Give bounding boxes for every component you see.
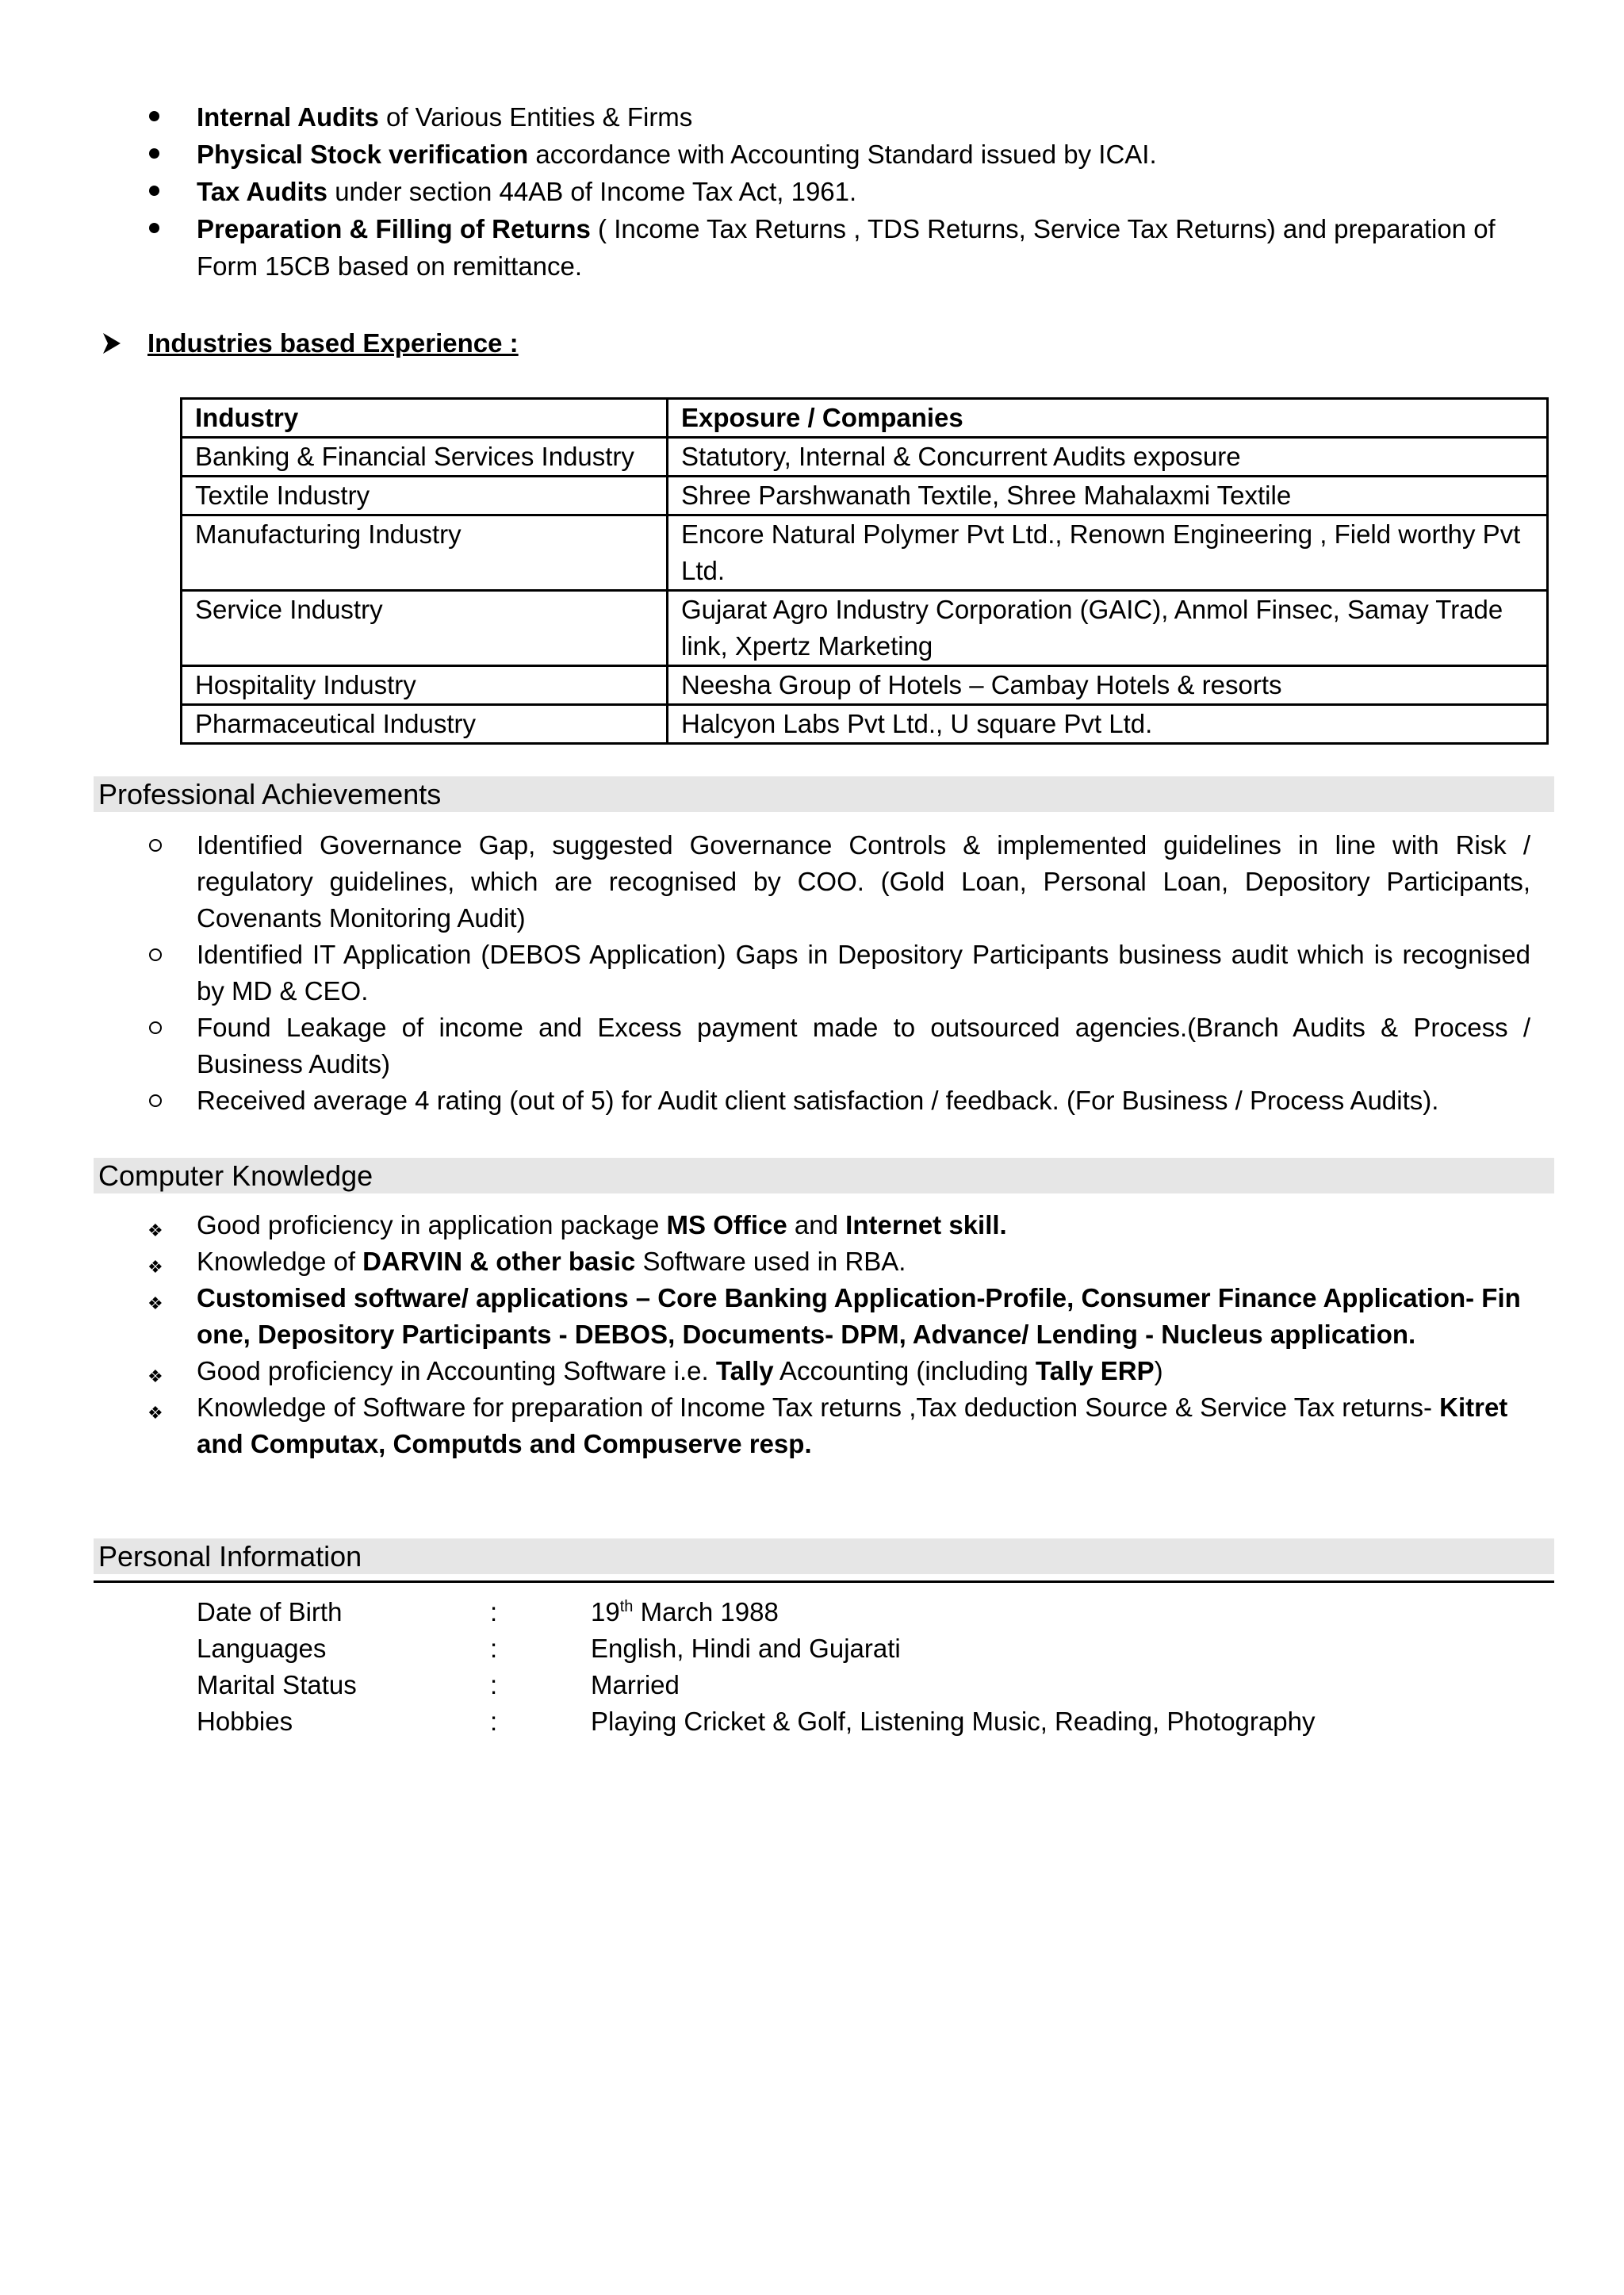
table-cell: Textile Industry — [182, 477, 668, 515]
audit-services-list — [141, 98, 1553, 285]
table-row — [182, 515, 1548, 591]
circle-bullet-icon — [149, 1021, 162, 1034]
diamond-bullet-icon: ❖ — [147, 1367, 163, 1387]
industries-table — [180, 397, 1549, 745]
list-item: Preparation & Filling of Returns ( Income Tax Returns , TDS Returns, Service Tax Returns) and preparation of Form 15CB based on remittance. — [141, 210, 1553, 285]
table-row — [182, 477, 1548, 515]
list-item: Identified Governance Gap, suggested Governance Controls & implemented guidelines in line with Risk / regulatory guidelines, which are recognised by COO. (Gold Loan, Personal Loan, Depository Participants, Covenants Monitoring Audit) — [141, 827, 1530, 937]
diamond-bullet-icon: ❖ — [147, 1404, 163, 1423]
languages-value: English, Hindi and Gujarati — [591, 1634, 901, 1663]
table-cell: Shree Parshwanath Textile, Shree Mahalaxmi Textile — [668, 477, 1548, 515]
bullet-icon — [149, 148, 159, 159]
computer-knowledge-list — [141, 1207, 1553, 1462]
list-item: ❖ Knowledge of DARVIN & other basic Software used in RBA. — [141, 1243, 1553, 1280]
table-cell: Gujarat Agro Industry Corporation (GAIC), Anmol Finsec, Samay Trade link, Xpertz Marketing — [668, 591, 1548, 666]
diamond-bullet-icon: ❖ — [147, 1294, 163, 1314]
section-heading-achievements: Professional Achievements — [94, 776, 1554, 812]
table-cell: Encore Natural Polymer Pvt Ltd., Renown Engineering , Field worthy Pvt Ltd. — [668, 515, 1548, 591]
table-cell: Manufacturing Industry — [182, 515, 668, 591]
diamond-bullet-icon: ❖ — [147, 1258, 163, 1278]
table-header-cell: Industry — [182, 399, 668, 438]
section-heading-computer: Computer Knowledge — [94, 1158, 1554, 1193]
arrow-bullet-icon — [100, 324, 124, 363]
list-item: Internal Audits of Various Entities & Firms — [141, 98, 1553, 136]
table-cell: Banking & Financial Services Industry — [182, 438, 668, 477]
circle-bullet-icon — [149, 948, 162, 961]
table-row — [182, 666, 1548, 705]
circle-bullet-icon — [149, 1094, 162, 1107]
list-item: Physical Stock verification accordance with Accounting Standard issued by ICAI. — [141, 136, 1553, 173]
hobbies-value: Playing Cricket & Golf, Listening Music, Reading, Photography — [591, 1707, 1316, 1736]
bullet-icon — [149, 223, 159, 233]
separator: : — [490, 1634, 498, 1663]
section-divider — [94, 1580, 1554, 1583]
list-item: Received average 4 rating (out of 5) for Audit client satisfaction / feedback. (For Business / Process Audits). — [141, 1082, 1530, 1119]
section-heading-personal: Personal Information — [94, 1538, 1554, 1574]
dob-value: 19th March 1988 — [591, 1597, 779, 1626]
table-cell: Halcyon Labs Pvt Ltd., U square Pvt Ltd. — [668, 705, 1548, 744]
separator: : — [490, 1707, 498, 1736]
list-item: Found Leakage of income and Excess payment made to outsourced agencies.(Branch Audits & Process / Business Audits) — [141, 1010, 1530, 1082]
table-row — [182, 591, 1548, 666]
separator: : — [490, 1670, 498, 1699]
table-cell: Neesha Group of Hotels – Cambay Hotels & resorts — [668, 666, 1548, 705]
circle-bullet-icon — [149, 839, 162, 852]
table-cell: Pharmaceutical Industry — [182, 705, 668, 744]
languages-label: Languages — [197, 1634, 327, 1663]
table-cell: Statutory, Internal & Concurrent Audits exposure — [668, 438, 1548, 477]
dob-label: Date of Birth — [197, 1597, 343, 1626]
table-header-cell: Exposure / Companies — [668, 399, 1548, 438]
bullet-icon — [149, 111, 159, 121]
marital-value: Married — [591, 1670, 680, 1699]
diamond-bullet-icon: ❖ — [147, 1221, 163, 1241]
bullet-icon — [149, 186, 159, 196]
separator: : — [490, 1597, 498, 1626]
marital-label: Marital Status — [197, 1670, 357, 1699]
list-item: Tax Audits under section 44AB of Income Tax Act, 1961. — [141, 173, 1553, 210]
hobbies-label: Hobbies — [197, 1707, 293, 1736]
list-item: Identified IT Application (DEBOS Application) Gaps in Depository Participants business audit which is recognised by MD & CEO. — [141, 937, 1530, 1010]
list-item: ❖ Good proficiency in Accounting Software i.e. Tally Accounting (including Tally ERP) — [141, 1353, 1553, 1389]
achievements-list — [141, 827, 1530, 1119]
table-row — [182, 705, 1548, 744]
table-cell: Service Industry — [182, 591, 668, 666]
list-item: ❖ Customised software/ applications – Core Banking Application-Profile, Consumer Finance Application- Fin one, Depository Participants - DEBOS, Documents- DPM, Advance/ Lending - Nucleus application. — [147, 1283, 1521, 1349]
table-cell: Hospitality Industry — [182, 666, 668, 705]
table-row — [182, 438, 1548, 477]
list-item: ❖ Good proficiency in application package MS Office and Internet skill. — [141, 1207, 1553, 1243]
table-header-row — [182, 399, 1548, 438]
list-item: ❖ Knowledge of Software for preparation of Income Tax returns ,Tax deduction Source & Service Tax returns- Kitret and Computax, Computds and Compuserve resp. — [147, 1393, 1508, 1458]
industries-title: Industries based Experience : — [147, 328, 519, 358]
